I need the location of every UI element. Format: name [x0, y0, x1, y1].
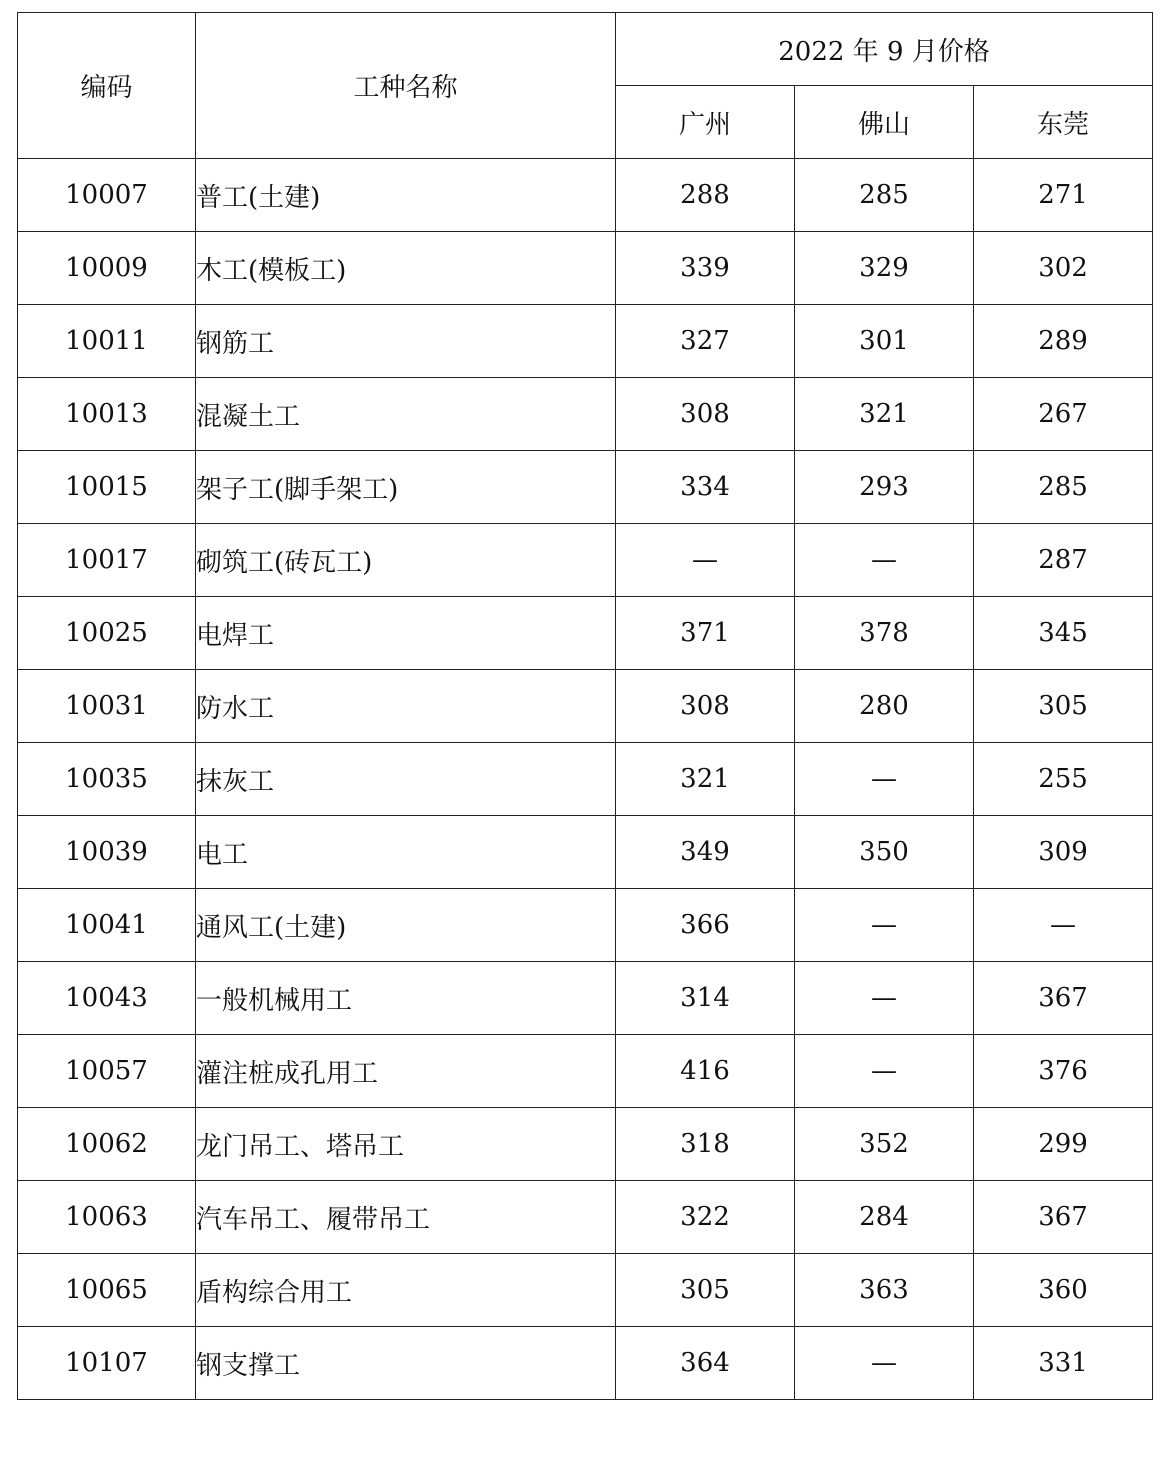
cell-price-foshan: 352: [795, 1108, 974, 1181]
cell-price-foshan: 293: [795, 451, 974, 524]
header-city-dongguan: 东莞: [974, 86, 1153, 159]
cell-price-foshan: 280: [795, 670, 974, 743]
table-row: [18, 1035, 1153, 1108]
cell-price-foshan: 350: [795, 816, 974, 889]
cell-price-foshan: 378: [795, 597, 974, 670]
table-row: [18, 524, 1153, 597]
header-code: 编码: [18, 13, 196, 159]
table-row: [18, 451, 1153, 524]
header-name: 工种名称: [196, 13, 616, 159]
cell-price-dongguan: 345: [974, 597, 1153, 670]
cell-code: 10041: [18, 889, 196, 962]
cell-price-guangzhou: 327: [616, 305, 795, 378]
cell-price-foshan: 363: [795, 1254, 974, 1327]
cell-trade-name: 木工(模板工): [196, 232, 616, 305]
cell-price-dongguan: 255: [974, 743, 1153, 816]
cell-price-guangzhou: 416: [616, 1035, 795, 1108]
cell-price-guangzhou: 339: [616, 232, 795, 305]
cell-trade-name: 防水工: [196, 670, 616, 743]
cell-code: 10063: [18, 1181, 196, 1254]
cell-price-guangzhou: 308: [616, 378, 795, 451]
cell-price-foshan: 321: [795, 378, 974, 451]
cell-code: 10039: [18, 816, 196, 889]
table-row: [18, 1327, 1153, 1400]
cell-price-foshan: 284: [795, 1181, 974, 1254]
cell-trade-name: 电焊工: [196, 597, 616, 670]
table-row: [18, 743, 1153, 816]
cell-price-guangzhou: 321: [616, 743, 795, 816]
cell-code: 10017: [18, 524, 196, 597]
cell-price-guangzhou: 314: [616, 962, 795, 1035]
cell-price-guangzhou: 318: [616, 1108, 795, 1181]
table-body: [18, 159, 1153, 1400]
cell-price-guangzhou: 364: [616, 1327, 795, 1400]
table-row: [18, 159, 1153, 232]
cell-price-guangzhou: 305: [616, 1254, 795, 1327]
table-row: [18, 232, 1153, 305]
cell-code: 10015: [18, 451, 196, 524]
cell-code: 10107: [18, 1327, 196, 1400]
cell-price-dongguan: 367: [974, 1181, 1153, 1254]
cell-code: 10009: [18, 232, 196, 305]
table-row: [18, 1254, 1153, 1327]
cell-trade-name: 电工: [196, 816, 616, 889]
cell-price-dongguan: 287: [974, 524, 1153, 597]
cell-price-guangzhou: —: [616, 524, 795, 597]
cell-price-guangzhou: 334: [616, 451, 795, 524]
cell-price-guangzhou: 288: [616, 159, 795, 232]
cell-price-dongguan: 299: [974, 1108, 1153, 1181]
cell-price-foshan: 285: [795, 159, 974, 232]
cell-code: 10065: [18, 1254, 196, 1327]
table-row: [18, 378, 1153, 451]
cell-price-foshan: —: [795, 889, 974, 962]
cell-code: 10007: [18, 159, 196, 232]
cell-trade-name: 龙门吊工、塔吊工: [196, 1108, 616, 1181]
cell-trade-name: 灌注桩成孔用工: [196, 1035, 616, 1108]
cell-price-foshan: —: [795, 1035, 974, 1108]
labor-price-table: [17, 12, 1153, 1400]
cell-trade-name: 混凝土工: [196, 378, 616, 451]
cell-trade-name: 一般机械用工: [196, 962, 616, 1035]
cell-trade-name: 通风工(土建): [196, 889, 616, 962]
cell-price-foshan: —: [795, 1327, 974, 1400]
table-row: [18, 1108, 1153, 1181]
cell-price-guangzhou: 349: [616, 816, 795, 889]
cell-price-dongguan: 285: [974, 451, 1153, 524]
table-row: [18, 889, 1153, 962]
header-city-guangzhou: 广州: [616, 86, 795, 159]
cell-trade-name: 钢筋工: [196, 305, 616, 378]
cell-price-guangzhou: 371: [616, 597, 795, 670]
cell-code: 10025: [18, 597, 196, 670]
table-row: [18, 816, 1153, 889]
cell-price-foshan: 329: [795, 232, 974, 305]
cell-price-foshan: —: [795, 524, 974, 597]
cell-price-dongguan: 302: [974, 232, 1153, 305]
cell-code: 10031: [18, 670, 196, 743]
table-row: [18, 597, 1153, 670]
cell-trade-name: 普工(土建): [196, 159, 616, 232]
cell-price-guangzhou: 366: [616, 889, 795, 962]
cell-code: 10062: [18, 1108, 196, 1181]
cell-price-dongguan: 331: [974, 1327, 1153, 1400]
cell-price-dongguan: 271: [974, 159, 1153, 232]
cell-code: 10043: [18, 962, 196, 1035]
cell-code: 10057: [18, 1035, 196, 1108]
header-period: 2022 年 9 月价格: [616, 13, 1153, 86]
table-row: [18, 1181, 1153, 1254]
cell-price-dongguan: 309: [974, 816, 1153, 889]
cell-price-foshan: —: [795, 962, 974, 1035]
cell-trade-name: 架子工(脚手架工): [196, 451, 616, 524]
table-row: [18, 962, 1153, 1035]
cell-trade-name: 盾构综合用工: [196, 1254, 616, 1327]
cell-price-dongguan: 289: [974, 305, 1153, 378]
cell-trade-name: 汽车吊工、履带吊工: [196, 1181, 616, 1254]
cell-price-dongguan: 267: [974, 378, 1153, 451]
cell-code: 10013: [18, 378, 196, 451]
cell-price-guangzhou: 322: [616, 1181, 795, 1254]
cell-price-dongguan: 367: [974, 962, 1153, 1035]
cell-price-guangzhou: 308: [616, 670, 795, 743]
cell-trade-name: 砌筑工(砖瓦工): [196, 524, 616, 597]
cell-price-dongguan: 305: [974, 670, 1153, 743]
cell-trade-name: 钢支撑工: [196, 1327, 616, 1400]
header-city-foshan: 佛山: [795, 86, 974, 159]
cell-code: 10011: [18, 305, 196, 378]
cell-trade-name: 抹灰工: [196, 743, 616, 816]
cell-price-dongguan: —: [974, 889, 1153, 962]
table-row: [18, 670, 1153, 743]
cell-price-dongguan: 360: [974, 1254, 1153, 1327]
cell-price-dongguan: 376: [974, 1035, 1153, 1108]
cell-code: 10035: [18, 743, 196, 816]
table-row: [18, 305, 1153, 378]
cell-price-foshan: —: [795, 743, 974, 816]
cell-price-foshan: 301: [795, 305, 974, 378]
